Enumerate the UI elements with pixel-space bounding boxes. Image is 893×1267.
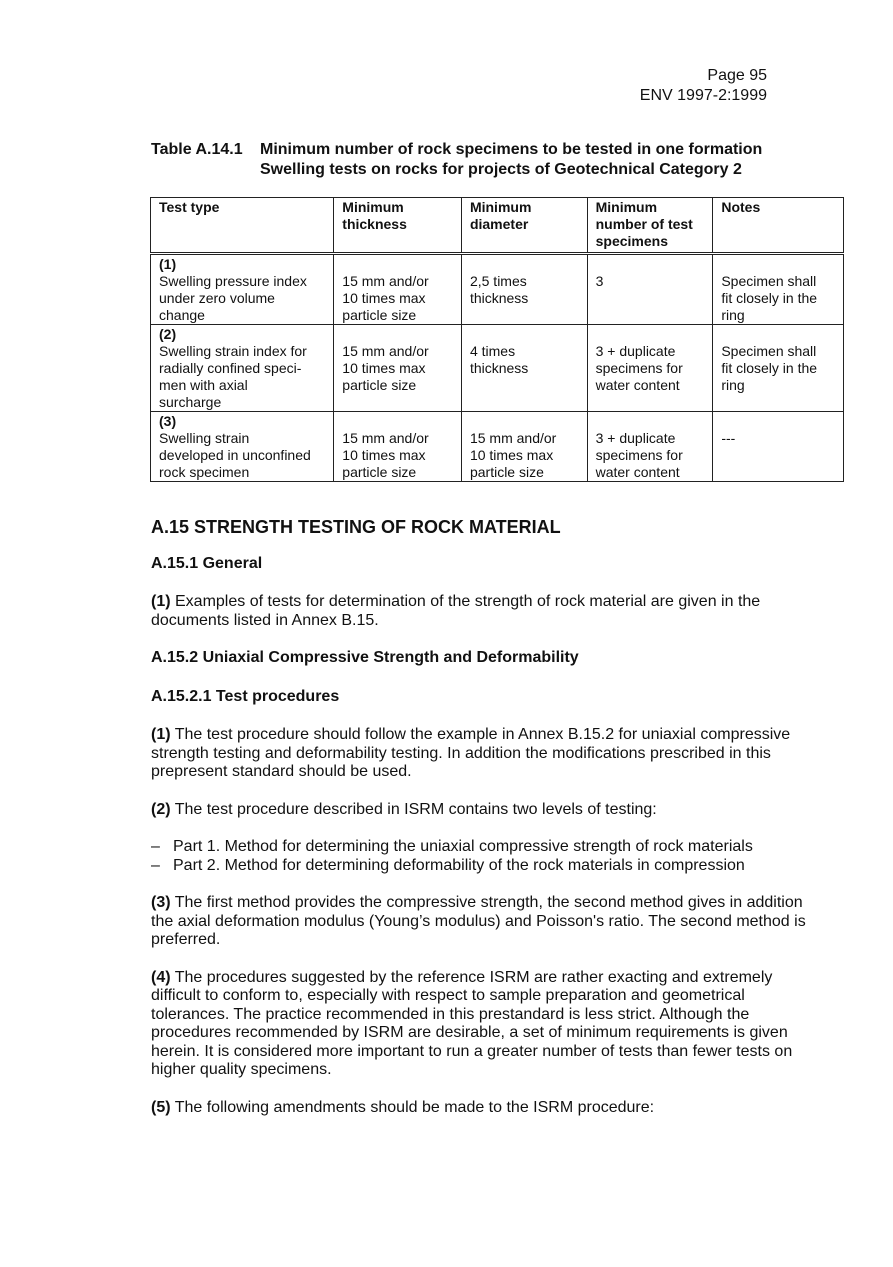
notes-cell: Specimen shall fit closely in the ring [713,254,844,325]
testing-levels-list [151,838,811,875]
table-row [151,412,844,482]
list-item: – Part 1. Method for determining the uniaxial compressive strength of rock materials [151,838,753,855]
page-header [640,66,767,106]
subsection-heading-procedures: A.15.2.1 Test procedures [151,687,340,705]
specimen-table [150,197,844,482]
page-number: Page 95 [707,67,767,84]
column-header: Minimum thickness [334,198,462,254]
diameter-cell: 4 times thickness [461,325,587,412]
subsection-heading-ucs: A.15.2 Uniaxial Compressive Strength and Deformability [151,649,579,666]
test-type-cell: (3) Swelling strain developed in unconfined rock specimen [151,412,334,482]
diameter-cell: 15 mm and/or 10 times max particle size [461,412,587,482]
column-header: Minimum diameter [461,198,587,254]
document-id: ENV 1997-2:1999 [639,87,767,104]
list-item: – Part 2. Method for determining deformability of the rock materials in compression [151,856,745,874]
paragraph: (4) The procedures suggested by the reference ISRM are rather exacting and extremely difficult to conform to, especially with respect to sample preparation and geometrical tolerances. The practice recommended in this prestandard is less strict. Although the procedures recommended by ISRM are desirable, a set of minimum requirements is given herein. It is considered more important to run a greater number of tests than fewer tests on higher quality specimens. [151,968,793,1078]
test-type-cell: (1) Swelling pressure index under zero volume change [151,254,334,325]
diameter-cell: 2,5 times thickness [461,254,587,325]
document-body [151,518,811,1136]
subsection-heading-general: A.15.1 General [151,554,263,572]
table-caption [151,140,762,180]
thickness-cell: 15 mm and/or 10 times max particle size [334,254,462,325]
paragraph: (2) The test procedure described in ISRM contains two levels of testing: [151,800,657,818]
table-title-line1: Minimum number of rock specimens to be tested in one formation [260,141,763,158]
paragraph: (3) The first method provides the compressive strength, the second method gives in addition the axial deformation modulus (Young’s modulus) and Poisson's ratio. The second method is preferred. [151,894,806,948]
paragraph: (1) The test procedure should follow the example in Annex B.15.2 for uniaxial compressive strength testing and deformability testing. In addition the modifications prescribed in this prepresent standard should be used. [151,726,791,780]
table-row [151,254,844,325]
thickness-cell: 15 mm and/or 10 times max particle size [334,325,462,412]
specimen-count-cell: 3 [587,254,713,325]
column-header: Notes [713,198,844,254]
section-heading: A.15 STRENGTH TESTING OF ROCK MATERIAL [151,517,561,537]
column-header: Test type [151,198,334,254]
paragraph: (5) The following amendments should be made to the ISRM procedure: [151,1098,655,1116]
thickness-cell: 15 mm and/or 10 times max particle size [334,412,462,482]
specimen-count-cell: 3 + duplicate specimens for water content [587,412,713,482]
notes-cell: Specimen shall fit closely in the ring [713,325,844,412]
table-number: Table A.14.1 [151,141,243,158]
table-header-row [151,198,844,254]
specimen-count-cell: 3 + duplicate specimens for water content [587,325,713,412]
column-header: Minimum number of test specimens [587,198,713,254]
paragraph: (1) Examples of tests for determination of the strength of rock material are given in the documents listed in Annex B.15. [151,593,761,629]
notes-cell: --- [713,412,844,482]
table-row [151,325,844,412]
test-type-cell: (2) Swelling strain index for radially confined speci- men with axial surcharge [151,325,334,412]
table-title-line2: Swelling tests on rocks for projects of Geotechnical Category 2 [260,161,742,178]
